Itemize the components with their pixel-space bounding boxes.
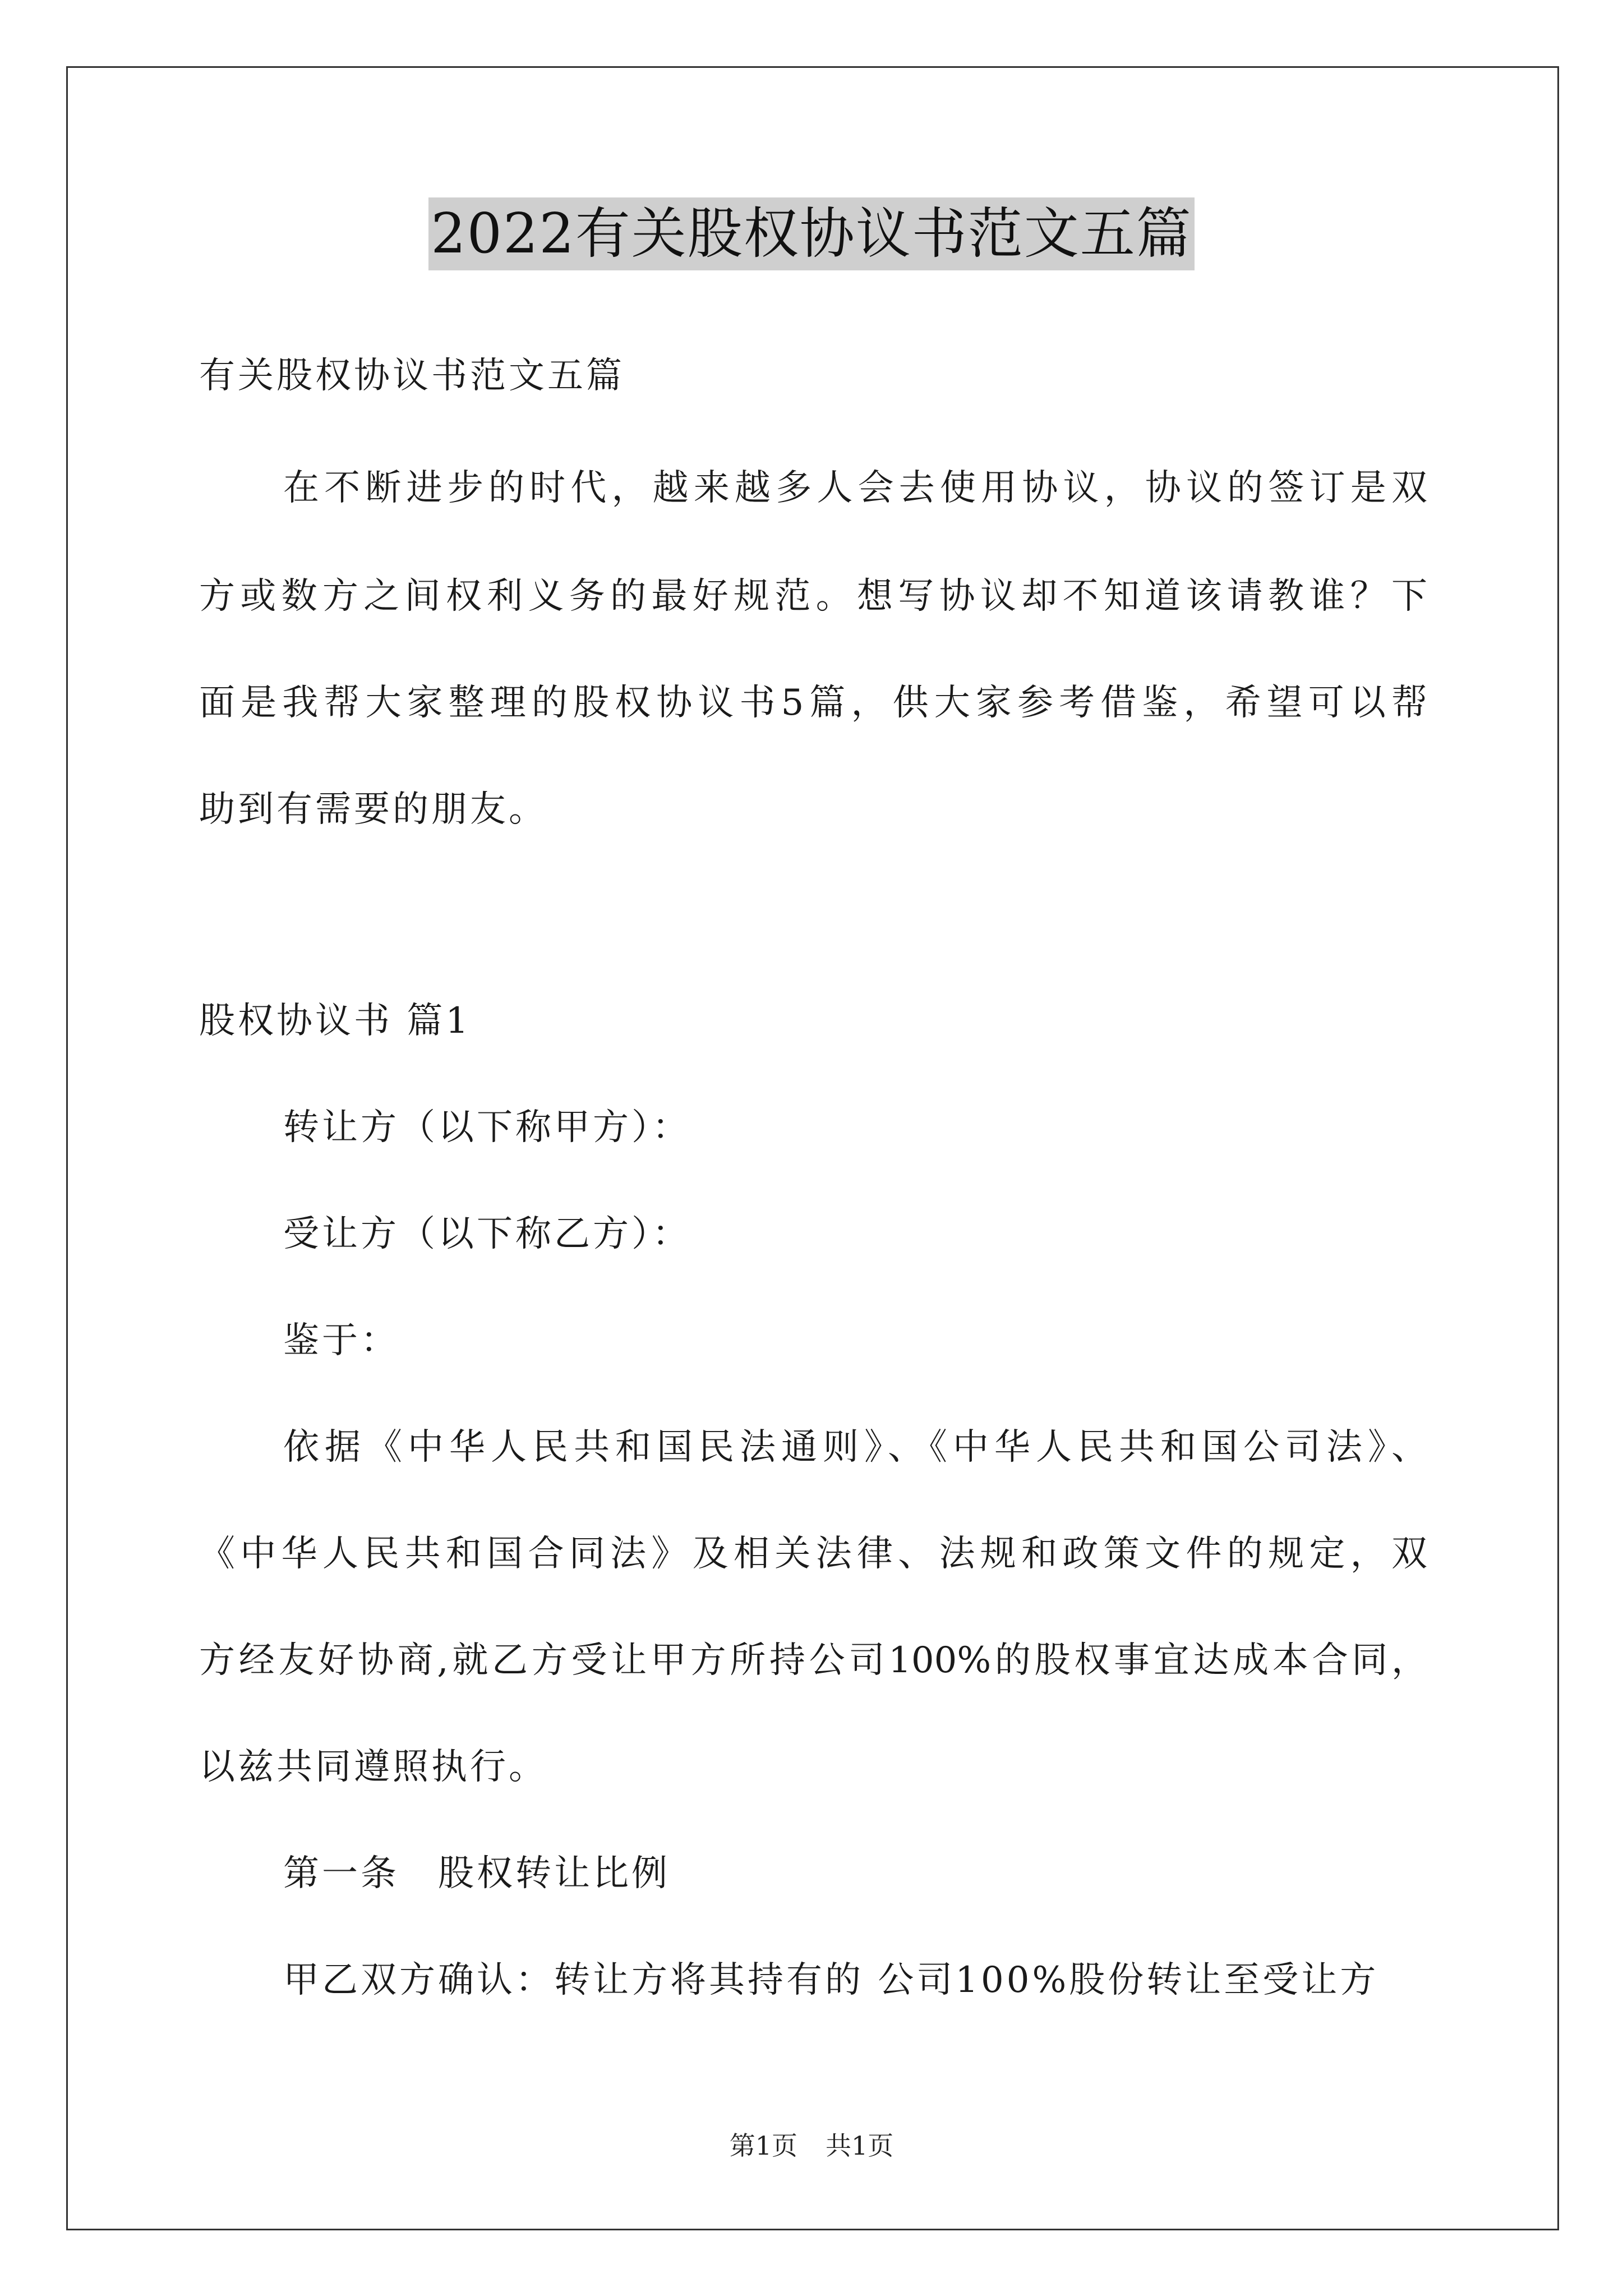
basis-line-1: 依据《中华人民共和国民法通则》、《中华人民共和国公司法》、 (283, 1427, 1427, 1468)
document-subtitle: 有关股权协议书范文五篇 (199, 355, 625, 397)
intro-line-3: 面是我帮大家整理的股权协议书5篇，供大家参考借鉴，希望可以帮 (199, 682, 1427, 724)
basis-line-2: 《中华人民共和国合同法》及相关法律、法规和政策文件的规定，双 (199, 1533, 1427, 1575)
page-footer (0, 2129, 1623, 2162)
page-number-total: 共1页 (826, 2131, 894, 2161)
basis-line-4: 以兹共同遵照执行。 (199, 1746, 547, 1788)
transferee-line: 受让方（以下称乙方）： (283, 1213, 691, 1255)
article-1-text: 甲乙双方确认：转让方将其持有的 公司100%股份转让至受让方 (283, 1959, 1379, 2001)
article-1-title: 第一条 股权转让比例 (283, 1853, 670, 1894)
page-number-current: 第1页 (729, 2131, 797, 2161)
intro-line-4: 助到有需要的朋友。 (199, 789, 547, 830)
intro-line-1: 在不断进步的时代，越来越多人会去使用协议，协议的签订是双 (283, 467, 1427, 509)
title-container (0, 197, 1623, 270)
document-title: 2022有关股权协议书范文五篇 (428, 197, 1194, 270)
whereas-line: 鉴于： (283, 1320, 399, 1361)
section-heading: 股权协议书 篇1 (199, 1000, 472, 1042)
transferor-line: 转让方（以下称甲方）： (283, 1107, 691, 1148)
basis-line-3: 方经友好协商,就乙方受让甲方所持公司100%的股权事宜达成本合同， (199, 1640, 1427, 1681)
intro-line-2: 方或数方之间权利义务的最好规范。想写协议却不知道该请教谁？下 (199, 576, 1427, 617)
